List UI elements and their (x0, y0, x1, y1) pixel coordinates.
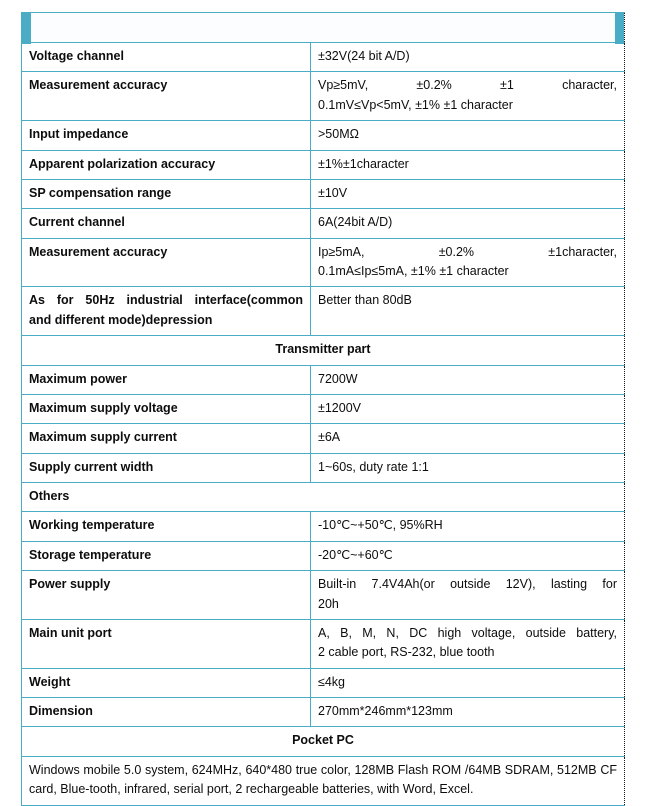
spec-value-cell (311, 619, 625, 668)
spec-value-cell (311, 238, 625, 287)
spec-value-cell (311, 453, 625, 482)
table-row (22, 668, 625, 697)
table-row (22, 571, 625, 620)
spec-value-text: 1~60s, duty rate 1:1 (318, 459, 429, 474)
spec-value-cell (311, 541, 625, 570)
table-row (22, 453, 625, 482)
spec-parameter-label: Working temperature (29, 518, 155, 533)
spec-value-text: ±32V(24 bit A/D) (318, 49, 410, 63)
section-body-text: Windows mobile 5.0 system, 624MHz, 640*480 true color, 128MB Flash ROM /64MB SDRAM, 512MB CF card, Blue-tooth, infrared, serial port, 2 rechargeable batteries, with Word, Excel. (22, 756, 625, 805)
spec-parameter-cell (22, 698, 311, 727)
spec-parameter-cell (22, 668, 311, 697)
spec-value-text: Vp≥5mV, ±0.2% ±1 character, (318, 78, 617, 93)
spec-parameter-label: Power supply (29, 577, 111, 592)
spec-value-text: -10℃~+50℃, 95%RH (318, 518, 443, 533)
spec-parameter-label: Apparent polarization accuracy (29, 156, 216, 171)
table-header-band-cell (22, 13, 625, 43)
table-row (22, 541, 625, 570)
spec-value-text: ≤4kg (318, 674, 346, 689)
section-heading: Transmitter part (22, 336, 625, 365)
spec-value-text: ±1200V (318, 400, 362, 415)
table-section-row (22, 483, 625, 512)
spec-value-text: ±6A (318, 430, 341, 445)
spec-parameter-cell (22, 121, 311, 150)
spec-value-cell (311, 512, 625, 541)
spec-value-cell (311, 394, 625, 423)
spec-value-cell (311, 43, 625, 72)
spec-value-text: 6A(24bit A/D) (318, 215, 393, 230)
spec-value-cell (311, 150, 625, 179)
spec-parameter-cell (22, 72, 311, 121)
spec-parameter-label: As for 50Hz industrial interface(common (29, 293, 303, 308)
spec-value-text: ±1%±1character (318, 156, 409, 171)
spec-parameter-cell (22, 365, 311, 394)
table-row (22, 150, 625, 179)
header-accent-bar-right (615, 12, 624, 44)
spec-value-text: 270mm*246mm*123mm (318, 704, 453, 718)
spec-parameter-label: Maximum supply current (29, 430, 177, 445)
table-row (22, 698, 625, 727)
spec-parameter-label: and different mode)depression (29, 312, 213, 327)
section-heading: Pocket PC (22, 727, 625, 756)
spec-parameter-cell (22, 43, 311, 72)
table-row (22, 512, 625, 541)
table-row (22, 238, 625, 287)
table-row (22, 424, 625, 453)
spec-parameter-label: Measurement accuracy (29, 78, 168, 93)
spec-value-cell (311, 179, 625, 208)
header-accent-bar-left (22, 12, 31, 44)
spec-parameter-label: Input impedance (29, 127, 129, 142)
table-row (22, 394, 625, 423)
spec-value-cell (311, 571, 625, 620)
spec-parameter-label: Weight (29, 674, 71, 689)
spec-parameter-cell (22, 453, 311, 482)
table-header-band (22, 13, 625, 43)
table-row (22, 209, 625, 238)
spec-parameter-label: Maximum power (29, 371, 127, 386)
spec-value-cell (311, 668, 625, 697)
spec-value-text: 2 cable port, RS-232, blue tooth (318, 645, 495, 660)
spec-value-cell (311, 698, 625, 727)
spec-value-cell (311, 209, 625, 238)
table-section-row (22, 727, 625, 756)
spec-parameter-label: Maximum supply voltage (29, 400, 178, 415)
specification-table (21, 12, 625, 806)
spec-parameter-cell (22, 150, 311, 179)
spec-value-text: 20h (318, 596, 339, 611)
spec-parameter-label: Current channel (29, 215, 125, 230)
spec-parameter-label: Voltage channel (29, 49, 124, 63)
spec-parameter-cell (22, 424, 311, 453)
spec-value-text: -20℃~+60℃ (318, 547, 393, 562)
spec-parameter-label: Supply current width (29, 459, 154, 474)
table-section-row (22, 336, 625, 365)
spec-value-text: Built-in 7.4V4Ah(or outside 12V), lasting for (318, 577, 617, 592)
spec-value-cell (311, 72, 625, 121)
specification-table-body (22, 13, 625, 806)
spec-value-cell (311, 121, 625, 150)
spec-value-text: 7200W (318, 371, 358, 386)
table-row (22, 365, 625, 394)
spec-value-cell (311, 365, 625, 394)
spec-value-text: Ip≥5mA, ±0.2% ±1character, (318, 244, 617, 259)
spec-parameter-cell (22, 238, 311, 287)
spec-parameter-label: Dimension (29, 704, 93, 718)
spec-parameter-cell (22, 512, 311, 541)
spec-value-text: >50MΩ (318, 127, 359, 142)
spec-parameter-cell (22, 571, 311, 620)
table-row (22, 619, 625, 668)
spec-parameter-label: Measurement accuracy (29, 244, 168, 259)
spec-value-text: 0.1mA≤Ip≤5mA, ±1% ±1 character (318, 264, 509, 278)
spec-parameter-cell (22, 394, 311, 423)
spec-parameter-cell (22, 179, 311, 208)
spec-parameter-label: Main unit port (29, 625, 112, 640)
spec-parameter-cell (22, 287, 311, 336)
spec-value-text: A, B, M, N, DC high voltage, outside battery, (318, 625, 617, 640)
table-row (22, 287, 625, 336)
table-row (22, 179, 625, 208)
spec-value-cell (311, 424, 625, 453)
spec-value-cell (311, 287, 625, 336)
spec-parameter-cell (22, 619, 311, 668)
table-row (22, 72, 625, 121)
table-row (22, 43, 625, 72)
spec-parameter-cell (22, 541, 311, 570)
spec-parameter-label: SP compensation range (29, 185, 172, 200)
spec-parameter-label: Storage temperature (29, 547, 152, 562)
table-body-row (22, 756, 625, 805)
section-heading: Others (22, 483, 625, 512)
spec-parameter-cell (22, 209, 311, 238)
table-row (22, 121, 625, 150)
spec-value-text: Better than 80dB (318, 293, 412, 308)
spec-value-text: 0.1mV≤Vp<5mV, ±1% ±1 character (318, 97, 513, 112)
spec-value-text: ±10V (318, 185, 348, 200)
